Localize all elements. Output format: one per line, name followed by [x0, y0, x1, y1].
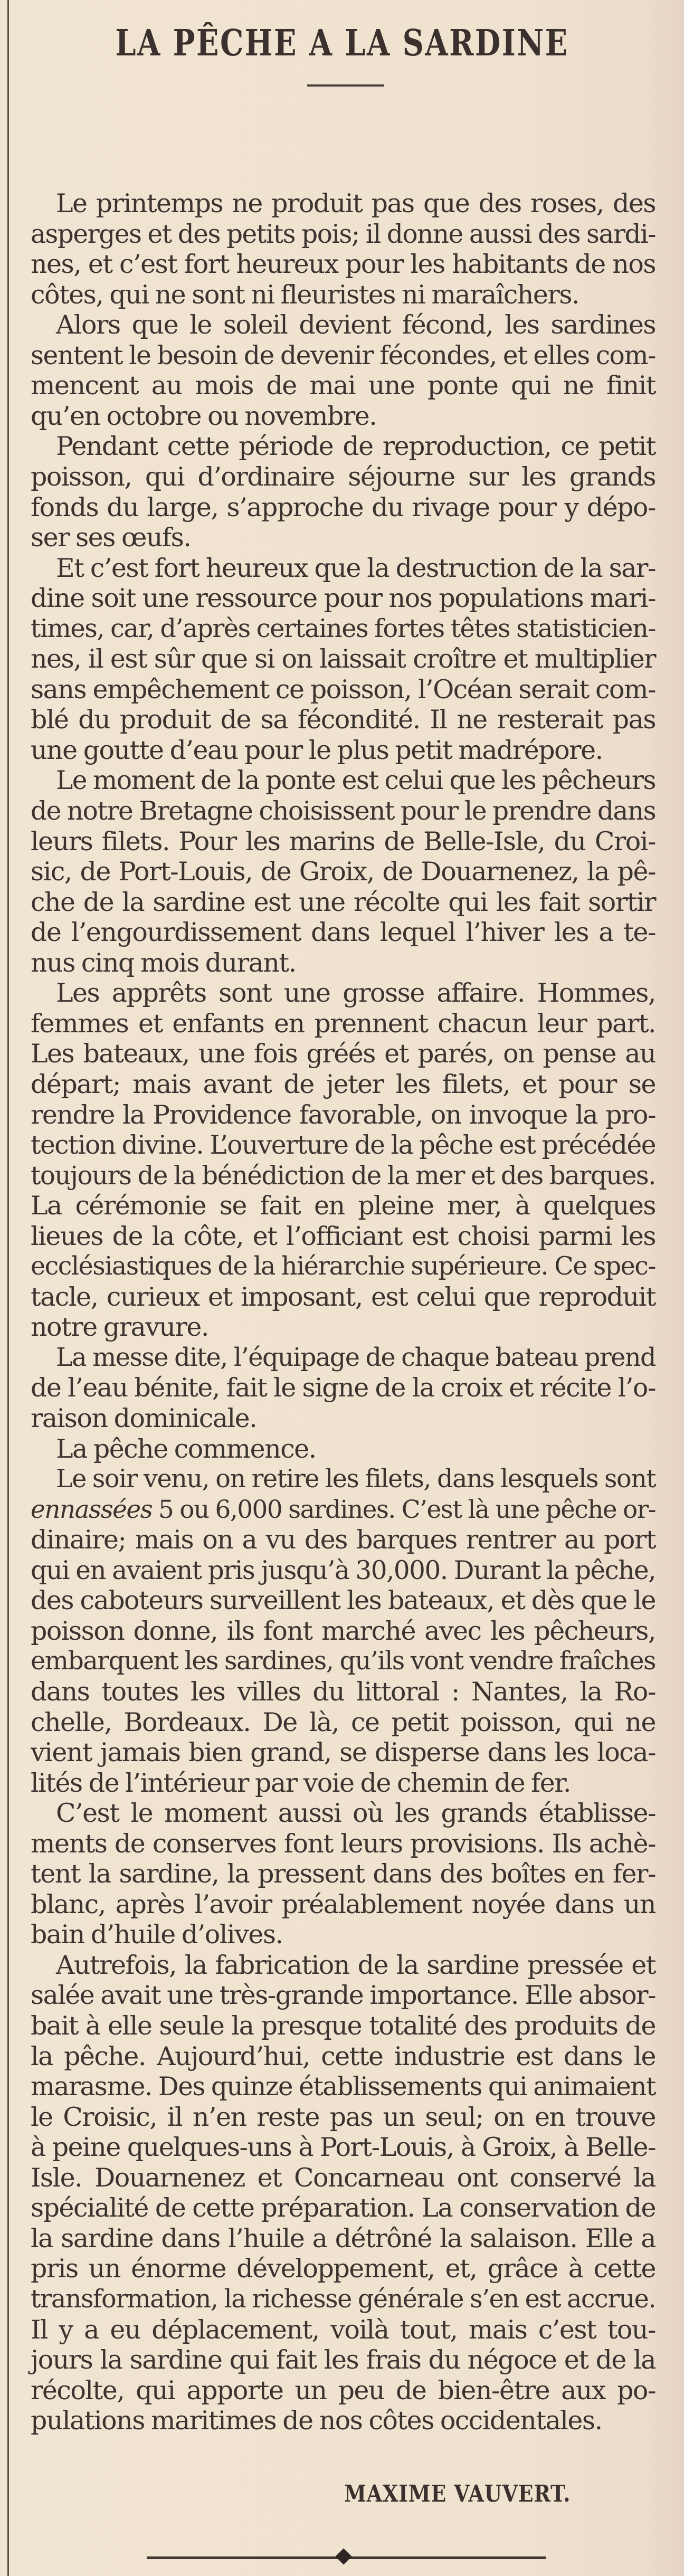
text-line: des caboteurs surveillent les bateaux, et dès que le: [31, 1585, 656, 1616]
text-line: blanc, après l’avoir préalablement noyée dans un: [31, 1889, 656, 1919]
text-line: une goutte d’eau pour le plus petit madrépore.: [31, 735, 603, 765]
text-line: La cérémonie se fait en pleine mer, à quelques: [31, 1191, 656, 1221]
text-line: embarquent les sardines, qu’ils vont vendre fraîches: [31, 1647, 656, 1676]
text-line: le Croisic, il n’en reste pas un seul; on en trouve: [31, 2102, 656, 2132]
text-line: sic, de Port-Louis, de Groix, de Douarnenez, la pê-: [31, 857, 656, 887]
text-line: asperges et des petits pois; il donne aussi des sardi-: [31, 219, 656, 249]
author-signature: MAXIME VAUVERT.: [344, 2480, 571, 2507]
text-line: salée avait une très-grande importance. Elle absor-: [31, 1980, 656, 2011]
text-line: Les bateaux, une fois gréés et parés, on pense au: [31, 1039, 656, 1069]
text-line: vient jamais bien grand, se disperse dans les loca-: [31, 1737, 656, 1768]
text-line: à peine quelques-uns à Port-Louis, à Groix, à Belle-: [31, 2132, 656, 2163]
text-line: blé du produit de sa fécondité. Il ne resterait pas: [31, 705, 656, 735]
end-ornament: [147, 2550, 546, 2566]
text-line: toujours de la bénédiction de la mer et des barques.: [31, 1161, 656, 1191]
text-line: qu’en octobre ou novembre.: [31, 401, 377, 431]
text-line: pulations maritimes de nos côtes occidentales.: [31, 2406, 602, 2436]
text-line: Alors que le soleil devient fécond, les sardines: [56, 310, 656, 340]
text-line: Autrefois, la fabrication de la sardine pressée et: [56, 1950, 656, 1980]
text-line: dine soit une ressource pour nos populations mari-: [31, 583, 656, 614]
text-line: poisson, qui d’ordinaire séjourne sur les grands: [31, 461, 656, 492]
text-line: dans toutes les villes du littoral : Nantes, la Ro-: [31, 1676, 656, 1707]
text-line: Pendant cette période de reproduction, ce petit: [56, 431, 656, 462]
text-line: tent la sardine, la pressent dans des boîtes en fer-: [31, 1859, 656, 1889]
text-line: che de la sardine est une récolte qui les fait sortir: [31, 887, 656, 917]
text-line: times, car, d’après certaines fortes têtes statisticien-: [31, 614, 656, 643]
text-line: bait à elle seule la presque totalité des produits de: [31, 2011, 656, 2041]
text-line: mencent au mois de mai une ponte qui ne finit: [31, 370, 656, 401]
italic-word: ennassées: [31, 1495, 153, 1524]
text-line: rendre la Providence favorable, on invoque la pro-: [31, 1099, 656, 1130]
text-line: pris un énorme développement, et, grâce à cette: [31, 2254, 656, 2284]
text-line: la sardine dans l’huile a détrôné la salaison. Elle a: [31, 2223, 656, 2254]
text-line: Le printemps ne produit pas que des roses, des: [56, 188, 656, 218]
text-line: lités de l’intérieur par voie de chemin de fer.: [31, 1767, 571, 1798]
text-line: Et c’est fort heureux que la destruction de la sar-: [56, 553, 656, 583]
text-line: nes, et c’est fort heureux pour les habitants de nos: [31, 249, 656, 280]
text-line: la pêche. Aujourd’hui, cette industrie est dans le: [31, 2041, 656, 2071]
text-line: chelle, Bordeaux. De là, ce petit poisson, qui ne: [31, 1707, 656, 1737]
text-line: tacle, curieux et imposant, est celui que reproduit: [31, 1281, 656, 1312]
text-line: marasme. Des quinze établissements qui animaient: [31, 2072, 656, 2102]
text-line: sentent le besoin de devenir fécondes, et elles com-: [31, 340, 656, 370]
text-line: qui en avaient pris jusqu’à 30,000. Durant la pêche,: [31, 1555, 656, 1585]
text-line: Isle. Douarnenez et Concarneau ont conservé la: [31, 2162, 656, 2193]
text-line: C’est le moment aussi où les grands établisse-: [56, 1798, 656, 1829]
text-line: ecclésiastiques de la hiérarchie supérieure. Ce spec-: [31, 1252, 656, 1281]
text-line: femmes et enfants en prennent chacun leur part.: [31, 1008, 656, 1039]
text-line: ments de conserves font leurs provisions. Ils achè-: [31, 1828, 656, 1859]
text-line: transformation, la richesse générale s’en est accrue.: [31, 2284, 656, 2314]
text-line: de l’engourdissement dans lequel l’hiver les a te-: [31, 917, 656, 948]
text-line: leurs filets. Pour les marins de Belle-Isle, du Croi-: [31, 826, 656, 857]
text-line: raison dominicale.: [31, 1403, 257, 1433]
text-line: Le moment de la ponte est celui que les pêcheurs: [56, 766, 656, 796]
text-line: départ; mais avant de jeter les filets, et pour se: [31, 1069, 656, 1099]
text-line: récolte, qui apporte un peu de bien-être aux po-: [31, 2375, 656, 2406]
title-divider: [307, 84, 384, 87]
text-line: dinaire; mais on a vu des barques rentrer au port: [31, 1525, 656, 1555]
text-line: sans empêchement ce poisson, l’Océan serait com-: [31, 674, 656, 705]
text-line: de l’eau bénite, fait le signe de la croix et récite l’o-: [31, 1373, 656, 1403]
text-line: tection divine. L’ouverture de la pêche est précédée: [31, 1130, 656, 1161]
text-line: poisson donne, ils font marché avec les pêcheurs,: [31, 1615, 656, 1646]
text-line: La pêche commence.: [56, 1433, 316, 1464]
line-text: 5 ou 6,000 sardines. C’est là une pêche or-: [152, 1495, 656, 1524]
text-line: spécialité de cette préparation. La conservation de: [31, 2193, 656, 2223]
text-line: notre gravure.: [31, 1312, 208, 1343]
text-line: La messe dite, l’équipage de chaque bateau prend: [56, 1343, 656, 1372]
text-line: nes, il est sûr que si on laissait croître et multiplier: [31, 644, 656, 674]
text-line: Les apprêts sont une grosse affaire. Hommes,: [56, 978, 656, 1009]
text-line: Il y a eu déplacement, voilà tout, mais c’est tou-: [31, 2314, 656, 2345]
text-line: fonds du large, s’approche du rivage pour y dépo-: [31, 492, 656, 522]
text-line: côtes, qui ne sont ni fleuristes ni maraîchers.: [31, 279, 579, 310]
text-line: Le soir venu, on retire les filets, dans lesquels sont: [56, 1465, 656, 1494]
text-line: lieues de la côte, et l’officiant est choisi parmi les: [31, 1221, 656, 1251]
text-line: de notre Bretagne choisissent pour le prendre dans: [31, 796, 656, 826]
diamond-icon: [335, 2548, 352, 2564]
text-line: nus cinq mois durant.: [31, 947, 296, 978]
article-title: LA PÊCHE A LA SARDINE: [115, 22, 569, 64]
text-line: ser ses œufs.: [31, 522, 191, 553]
text-line: bain d’huile d’olives.: [31, 1919, 283, 1950]
text-line: jours la sardine qui fait les frais du négoce et de la: [31, 2345, 656, 2375]
text-line: [31, 1494, 656, 1526]
column-rule: [7, 0, 9, 2576]
